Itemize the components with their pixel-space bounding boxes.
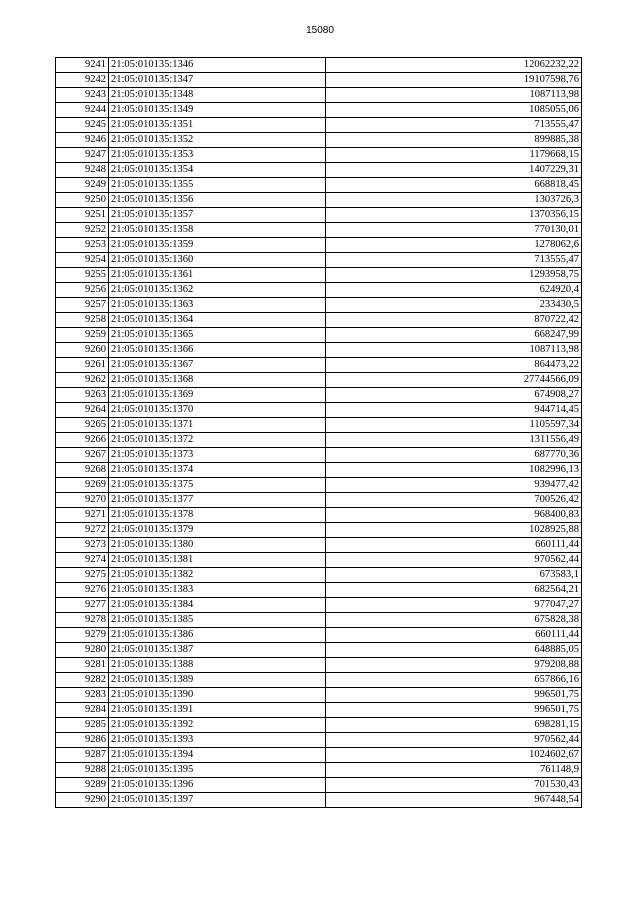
cadastral-number-cell: 21:05:010135:1353 bbox=[109, 148, 326, 163]
table-row bbox=[56, 583, 582, 598]
table-row bbox=[56, 628, 582, 643]
cadastral-value-cell: 979208,88 bbox=[326, 658, 582, 673]
cadastral-number-cell: 21:05:010135:1360 bbox=[109, 253, 326, 268]
row-number-cell: 9251 bbox=[56, 208, 109, 223]
table-row bbox=[56, 613, 582, 628]
cadastral-value-cell: 996501,75 bbox=[326, 703, 582, 718]
cadastral-number-cell: 21:05:010135:1394 bbox=[109, 748, 326, 763]
row-number-cell: 9260 bbox=[56, 343, 109, 358]
cadastral-value-cell: 233430,5 bbox=[326, 298, 582, 313]
cadastral-value-cell: 660111,44 bbox=[326, 628, 582, 643]
table-row bbox=[56, 268, 582, 283]
cadastral-number-cell: 21:05:010135:1352 bbox=[109, 133, 326, 148]
cadastral-number-cell: 21:05:010135:1348 bbox=[109, 88, 326, 103]
cadastral-value-cell: 1085055,06 bbox=[326, 103, 582, 118]
row-number-cell: 9247 bbox=[56, 148, 109, 163]
row-number-cell: 9253 bbox=[56, 238, 109, 253]
table-row bbox=[56, 73, 582, 88]
cadastral-number-cell: 21:05:010135:1346 bbox=[109, 58, 326, 73]
cadastral-number-cell: 21:05:010135:1369 bbox=[109, 388, 326, 403]
table-row bbox=[56, 568, 582, 583]
cadastral-number-cell: 21:05:010135:1347 bbox=[109, 73, 326, 88]
table-row bbox=[56, 208, 582, 223]
table-row bbox=[56, 463, 582, 478]
table-body bbox=[56, 58, 582, 808]
cadastral-value-cell: 1311556,49 bbox=[326, 433, 582, 448]
table-row bbox=[56, 778, 582, 793]
cadastral-number-cell: 21:05:010135:1372 bbox=[109, 433, 326, 448]
table-row bbox=[56, 403, 582, 418]
row-number-cell: 9272 bbox=[56, 523, 109, 538]
cadastral-value-cell: 1179668,15 bbox=[326, 148, 582, 163]
table-row bbox=[56, 103, 582, 118]
cadastral-number-cell: 21:05:010135:1367 bbox=[109, 358, 326, 373]
cadastral-number-cell: 21:05:010135:1381 bbox=[109, 553, 326, 568]
row-number-cell: 9244 bbox=[56, 103, 109, 118]
table-row bbox=[56, 358, 582, 373]
cadastral-number-cell: 21:05:010135:1383 bbox=[109, 583, 326, 598]
cadastral-value-cell: 687770,36 bbox=[326, 448, 582, 463]
cadastral-number-cell: 21:05:010135:1397 bbox=[109, 793, 326, 808]
row-number-cell: 9249 bbox=[56, 178, 109, 193]
cadastral-number-cell: 21:05:010135:1382 bbox=[109, 568, 326, 583]
cadastral-number-cell: 21:05:010135:1373 bbox=[109, 448, 326, 463]
cadastral-value-table bbox=[55, 57, 582, 808]
cadastral-number-cell: 21:05:010135:1380 bbox=[109, 538, 326, 553]
cadastral-value-cell: 1278062,6 bbox=[326, 238, 582, 253]
row-number-cell: 9257 bbox=[56, 298, 109, 313]
row-number-cell: 9263 bbox=[56, 388, 109, 403]
row-number-cell: 9288 bbox=[56, 763, 109, 778]
cadastral-number-cell: 21:05:010135:1374 bbox=[109, 463, 326, 478]
table-row bbox=[56, 298, 582, 313]
cadastral-value-cell: 668247,99 bbox=[326, 328, 582, 343]
table-row bbox=[56, 658, 582, 673]
row-number-cell: 9269 bbox=[56, 478, 109, 493]
cadastral-number-cell: 21:05:010135:1365 bbox=[109, 328, 326, 343]
cadastral-value-cell: 970562,44 bbox=[326, 733, 582, 748]
cadastral-number-cell: 21:05:010135:1377 bbox=[109, 493, 326, 508]
table-row bbox=[56, 523, 582, 538]
cadastral-number-cell: 21:05:010135:1362 bbox=[109, 283, 326, 298]
cadastral-value-cell: 19107598,76 bbox=[326, 73, 582, 88]
cadastral-number-cell: 21:05:010135:1379 bbox=[109, 523, 326, 538]
cadastral-value-cell: 27744566,09 bbox=[326, 373, 582, 388]
cadastral-number-cell: 21:05:010135:1393 bbox=[109, 733, 326, 748]
cadastral-number-cell: 21:05:010135:1371 bbox=[109, 418, 326, 433]
cadastral-number-cell: 21:05:010135:1396 bbox=[109, 778, 326, 793]
cadastral-number-cell: 21:05:010135:1355 bbox=[109, 178, 326, 193]
cadastral-value-cell: 624920,4 bbox=[326, 283, 582, 298]
cadastral-number-cell: 21:05:010135:1391 bbox=[109, 703, 326, 718]
table-row bbox=[56, 688, 582, 703]
row-number-cell: 9282 bbox=[56, 673, 109, 688]
row-number-cell: 9243 bbox=[56, 88, 109, 103]
cadastral-value-cell: 682564,21 bbox=[326, 583, 582, 598]
cadastral-value-cell: 668818,45 bbox=[326, 178, 582, 193]
cadastral-value-cell: 864473,22 bbox=[326, 358, 582, 373]
table-row bbox=[56, 388, 582, 403]
table-row bbox=[56, 538, 582, 553]
cadastral-value-cell: 761148,9 bbox=[326, 763, 582, 778]
cadastral-number-cell: 21:05:010135:1358 bbox=[109, 223, 326, 238]
cadastral-number-cell: 21:05:010135:1384 bbox=[109, 598, 326, 613]
table-row bbox=[56, 418, 582, 433]
cadastral-value-cell: 968400,83 bbox=[326, 508, 582, 523]
table-row bbox=[56, 178, 582, 193]
row-number-cell: 9256 bbox=[56, 283, 109, 298]
cadastral-value-cell: 1087113,98 bbox=[326, 343, 582, 358]
cadastral-number-cell: 21:05:010135:1389 bbox=[109, 673, 326, 688]
row-number-cell: 9252 bbox=[56, 223, 109, 238]
cadastral-value-cell: 870722,42 bbox=[326, 313, 582, 328]
cadastral-number-cell: 21:05:010135:1354 bbox=[109, 163, 326, 178]
row-number-cell: 9264 bbox=[56, 403, 109, 418]
row-number-cell: 9248 bbox=[56, 163, 109, 178]
cadastral-value-cell: 648885,05 bbox=[326, 643, 582, 658]
cadastral-number-cell: 21:05:010135:1390 bbox=[109, 688, 326, 703]
row-number-cell: 9258 bbox=[56, 313, 109, 328]
table-row bbox=[56, 433, 582, 448]
cadastral-number-cell: 21:05:010135:1364 bbox=[109, 313, 326, 328]
table-row bbox=[56, 148, 582, 163]
table-row bbox=[56, 238, 582, 253]
row-number-cell: 9242 bbox=[56, 73, 109, 88]
row-number-cell: 9276 bbox=[56, 583, 109, 598]
cadastral-value-cell: 1303726,3 bbox=[326, 193, 582, 208]
cadastral-value-cell: 770130,01 bbox=[326, 223, 582, 238]
row-number-cell: 9285 bbox=[56, 718, 109, 733]
row-number-cell: 9284 bbox=[56, 703, 109, 718]
cadastral-value-cell: 1407229,31 bbox=[326, 163, 582, 178]
row-number-cell: 9281 bbox=[56, 658, 109, 673]
cadastral-number-cell: 21:05:010135:1386 bbox=[109, 628, 326, 643]
table-row bbox=[56, 748, 582, 763]
table-row bbox=[56, 703, 582, 718]
cadastral-value-cell: 939477,42 bbox=[326, 478, 582, 493]
table-row bbox=[56, 163, 582, 178]
row-number-cell: 9268 bbox=[56, 463, 109, 478]
cadastral-value-cell: 1105597,34 bbox=[326, 418, 582, 433]
cadastral-number-cell: 21:05:010135:1375 bbox=[109, 478, 326, 493]
row-number-cell: 9265 bbox=[56, 418, 109, 433]
row-number-cell: 9275 bbox=[56, 568, 109, 583]
row-number-cell: 9241 bbox=[56, 58, 109, 73]
table-row bbox=[56, 253, 582, 268]
cadastral-value-cell: 970562,44 bbox=[326, 553, 582, 568]
table-row bbox=[56, 448, 582, 463]
table-row bbox=[56, 598, 582, 613]
row-number-cell: 9279 bbox=[56, 628, 109, 643]
row-number-cell: 9266 bbox=[56, 433, 109, 448]
cadastral-number-cell: 21:05:010135:1349 bbox=[109, 103, 326, 118]
cadastral-number-cell: 21:05:010135:1388 bbox=[109, 658, 326, 673]
cadastral-number-cell: 21:05:010135:1392 bbox=[109, 718, 326, 733]
cadastral-number-cell: 21:05:010135:1351 bbox=[109, 118, 326, 133]
table-row bbox=[56, 373, 582, 388]
table-row bbox=[56, 508, 582, 523]
row-number-cell: 9270 bbox=[56, 493, 109, 508]
row-number-cell: 9255 bbox=[56, 268, 109, 283]
cadastral-value-cell: 1370356,15 bbox=[326, 208, 582, 223]
table-row bbox=[56, 478, 582, 493]
cadastral-number-cell: 21:05:010135:1385 bbox=[109, 613, 326, 628]
table-row bbox=[56, 88, 582, 103]
table-row bbox=[56, 643, 582, 658]
table-row bbox=[56, 793, 582, 808]
cadastral-value-cell: 713555,47 bbox=[326, 253, 582, 268]
row-number-cell: 9262 bbox=[56, 373, 109, 388]
cadastral-number-cell: 21:05:010135:1357 bbox=[109, 208, 326, 223]
row-number-cell: 9245 bbox=[56, 118, 109, 133]
row-number-cell: 9250 bbox=[56, 193, 109, 208]
row-number-cell: 9246 bbox=[56, 133, 109, 148]
cadastral-value-cell: 996501,75 bbox=[326, 688, 582, 703]
table-row bbox=[56, 553, 582, 568]
cadastral-value-cell: 1293958,75 bbox=[326, 268, 582, 283]
row-number-cell: 9261 bbox=[56, 358, 109, 373]
row-number-cell: 9283 bbox=[56, 688, 109, 703]
row-number-cell: 9287 bbox=[56, 748, 109, 763]
cadastral-value-cell: 673583,1 bbox=[326, 568, 582, 583]
cadastral-number-cell: 21:05:010135:1359 bbox=[109, 238, 326, 253]
cadastral-value-cell: 674908,27 bbox=[326, 388, 582, 403]
table-row bbox=[56, 313, 582, 328]
row-number-cell: 9254 bbox=[56, 253, 109, 268]
row-number-cell: 9289 bbox=[56, 778, 109, 793]
cadastral-value-cell: 698281,15 bbox=[326, 718, 582, 733]
table-row bbox=[56, 733, 582, 748]
cadastral-number-cell: 21:05:010135:1366 bbox=[109, 343, 326, 358]
cadastral-value-cell: 657866,16 bbox=[326, 673, 582, 688]
row-number-cell: 9273 bbox=[56, 538, 109, 553]
table-row bbox=[56, 328, 582, 343]
row-number-cell: 9274 bbox=[56, 553, 109, 568]
table-row bbox=[56, 673, 582, 688]
cadastral-value-cell: 700526,42 bbox=[326, 493, 582, 508]
cadastral-value-cell: 675828,38 bbox=[326, 613, 582, 628]
cadastral-value-cell: 1082996,13 bbox=[326, 463, 582, 478]
table-row bbox=[56, 118, 582, 133]
table-row bbox=[56, 718, 582, 733]
cadastral-value-cell: 944714,45 bbox=[326, 403, 582, 418]
table-row bbox=[56, 133, 582, 148]
cadastral-value-cell: 967448,54 bbox=[326, 793, 582, 808]
cadastral-value-cell: 713555,47 bbox=[326, 118, 582, 133]
cadastral-number-cell: 21:05:010135:1368 bbox=[109, 373, 326, 388]
row-number-cell: 9259 bbox=[56, 328, 109, 343]
table-row bbox=[56, 223, 582, 238]
cadastral-number-cell: 21:05:010135:1370 bbox=[109, 403, 326, 418]
cadastral-value-cell: 660111,44 bbox=[326, 538, 582, 553]
table-row bbox=[56, 763, 582, 778]
row-number-cell: 9286 bbox=[56, 733, 109, 748]
cadastral-value-cell: 701530,43 bbox=[326, 778, 582, 793]
table-row bbox=[56, 493, 582, 508]
row-number-cell: 9280 bbox=[56, 643, 109, 658]
row-number-cell: 9271 bbox=[56, 508, 109, 523]
cadastral-value-cell: 1028925,88 bbox=[326, 523, 582, 538]
row-number-cell: 9278 bbox=[56, 613, 109, 628]
cadastral-value-cell: 977047,27 bbox=[326, 598, 582, 613]
row-number-cell: 9290 bbox=[56, 793, 109, 808]
table-row bbox=[56, 283, 582, 298]
cadastral-value-cell: 1024602,67 bbox=[326, 748, 582, 763]
cadastral-value-cell: 899885,38 bbox=[326, 133, 582, 148]
row-number-cell: 9277 bbox=[56, 598, 109, 613]
row-number-cell: 9267 bbox=[56, 448, 109, 463]
table-row bbox=[56, 58, 582, 73]
table-row bbox=[56, 193, 582, 208]
cadastral-number-cell: 21:05:010135:1395 bbox=[109, 763, 326, 778]
cadastral-number-cell: 21:05:010135:1356 bbox=[109, 193, 326, 208]
table-row bbox=[56, 343, 582, 358]
cadastral-value-cell: 12062232,22 bbox=[326, 58, 582, 73]
cadastral-number-cell: 21:05:010135:1363 bbox=[109, 298, 326, 313]
cadastral-value-cell: 1087113,98 bbox=[326, 88, 582, 103]
cadastral-number-cell: 21:05:010135:1378 bbox=[109, 508, 326, 523]
cadastral-number-cell: 21:05:010135:1387 bbox=[109, 643, 326, 658]
page-number: 15080 bbox=[306, 25, 334, 36]
cadastral-number-cell: 21:05:010135:1361 bbox=[109, 268, 326, 283]
